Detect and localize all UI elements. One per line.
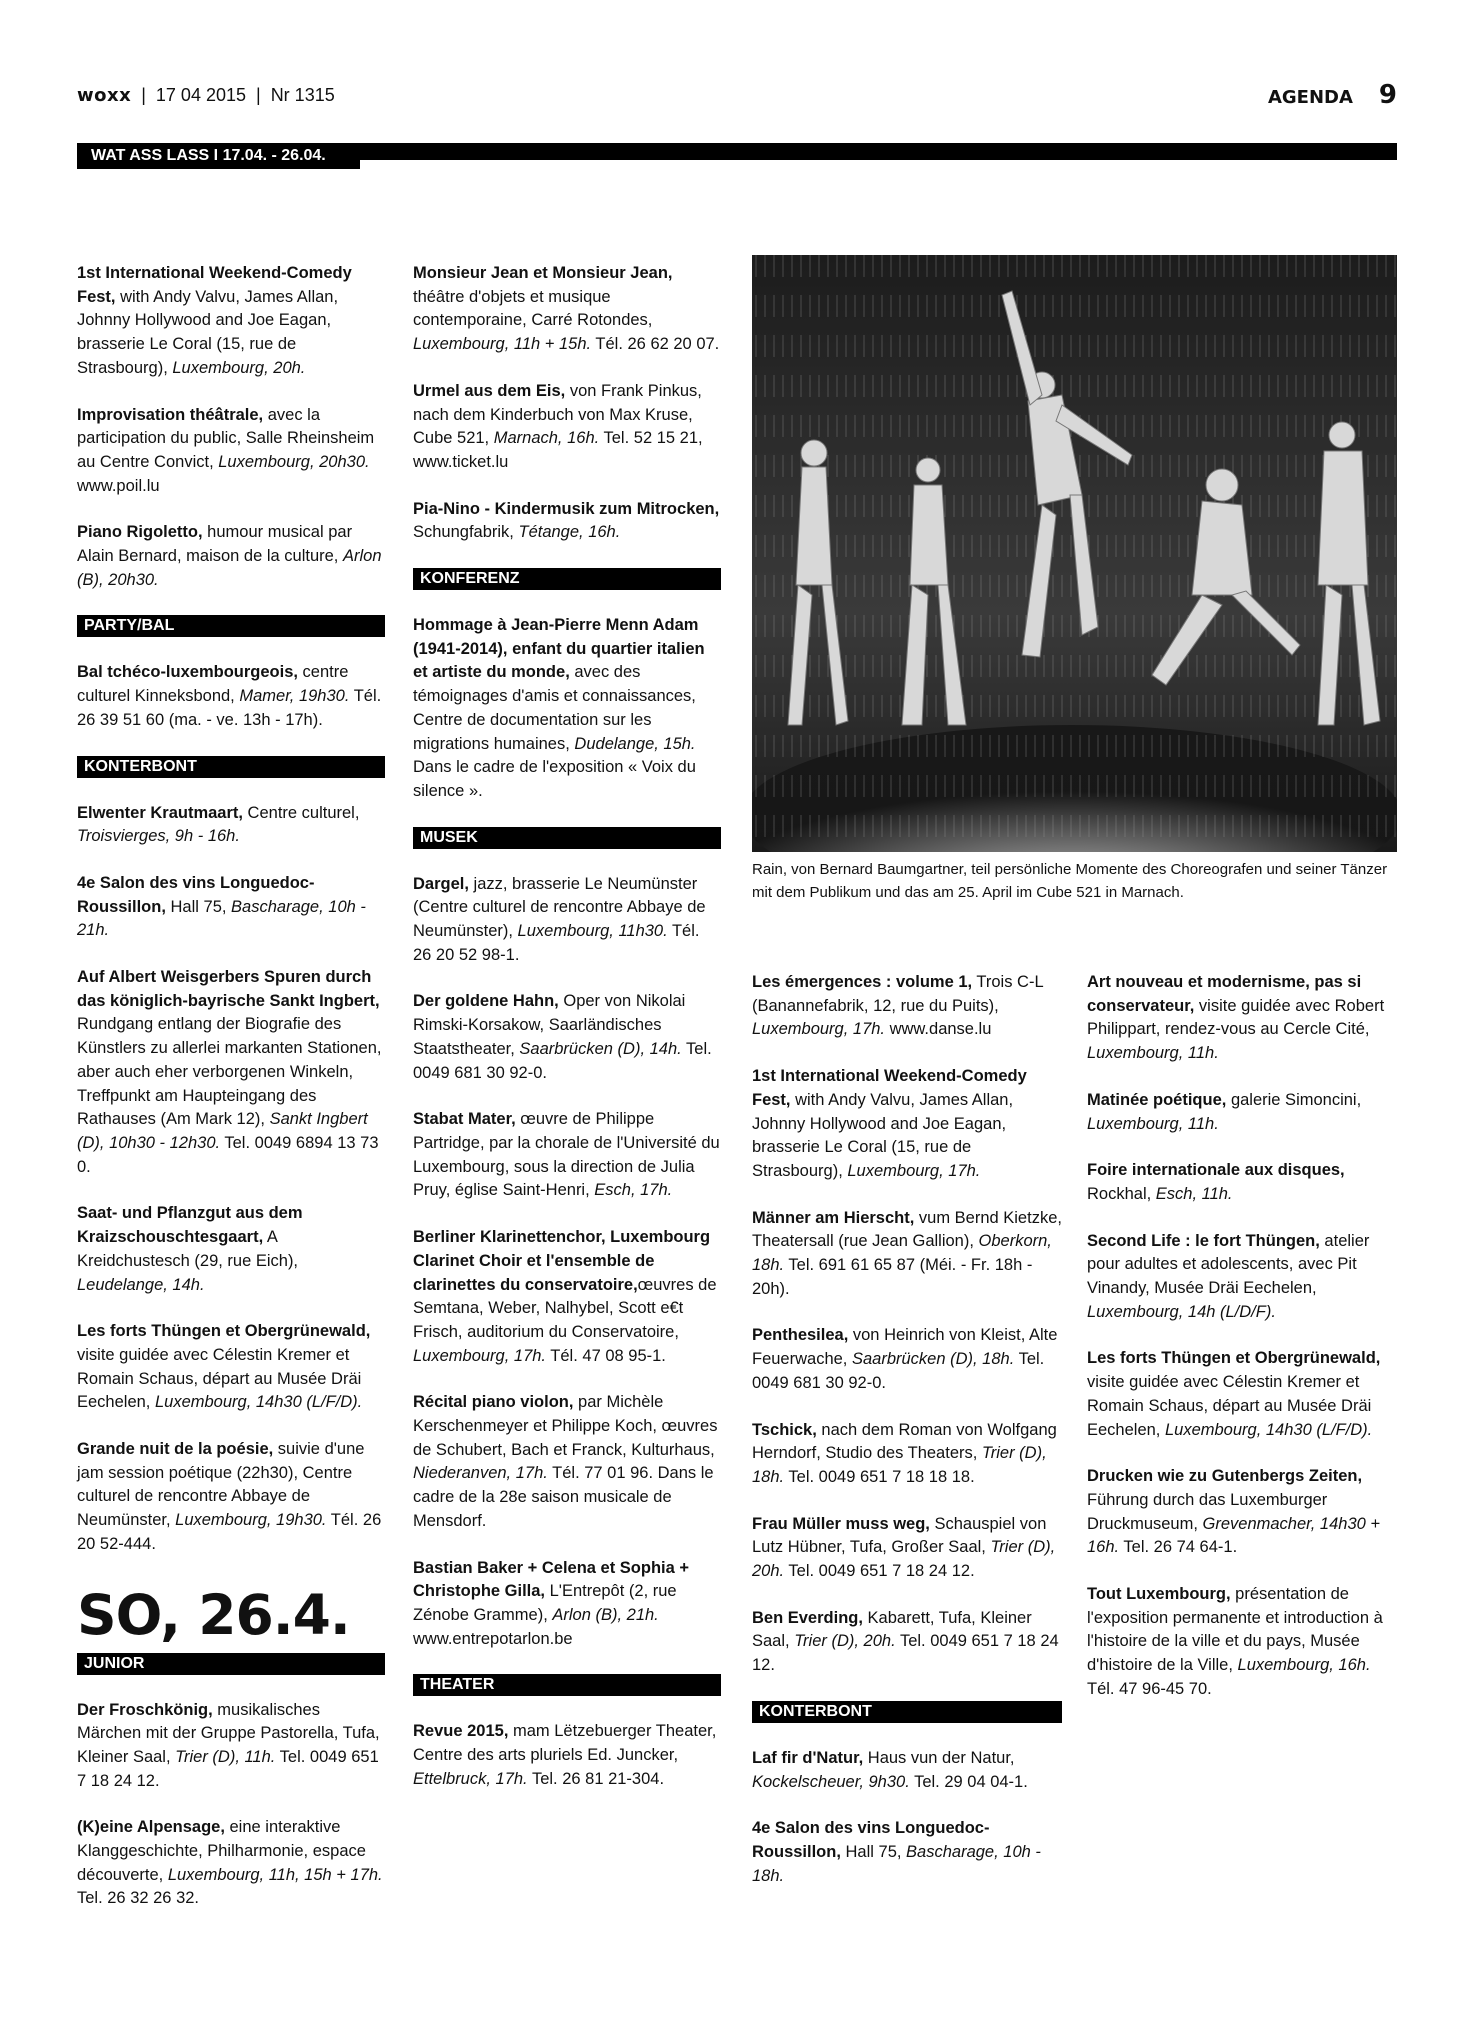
listing-location: Luxembourg, 19h30. (175, 1511, 327, 1530)
listing-item (413, 1391, 721, 1533)
listing-desc: visite guidée avec Célestin Kremer et Romain Schaus, départ au Musée Dräi Eechelen, (77, 1345, 362, 1412)
listing-title: Urmel aus dem Eis, (413, 381, 566, 400)
listing-item (77, 404, 385, 499)
brand-logo: woxx (77, 85, 132, 106)
listing-location: Luxembourg, 17h. (847, 1161, 981, 1180)
listing-desc: von Frank Pinkus, nach dem Kinderbuch von Max Kruse, Cube 521, (413, 381, 702, 448)
listing-extra: Tel. 0049 681 30 92-0. (752, 1350, 1045, 1392)
listing-extra: www.danse.lu (885, 1020, 992, 1039)
listing-extra: Tel. 26 81 21-304. (527, 1769, 665, 1788)
listing-extra: Tel. 52 15 21, www.ticket.lu (413, 429, 703, 471)
listing-title: Pia-Nino - Kindermusik zum Mitrocken, (413, 499, 720, 518)
listing-item (752, 1324, 1062, 1395)
issue-number: Nr 1315 (270, 85, 335, 105)
listing-item (752, 1419, 1062, 1490)
listing-item (77, 1816, 385, 1911)
listing-title: Piano Rigoletto, (77, 523, 203, 542)
listing-item (1087, 1230, 1397, 1325)
listing-desc: œuvre de Philippe Partridge, par la chorale de l'Université du Luxembourg, sous la direction de Julia Pruy, église Saint-Henri, (413, 1110, 720, 1200)
listing-title: Matinée poétique, (1087, 1090, 1227, 1109)
listing-extra: Tél. 26 62 20 07. (591, 335, 720, 354)
listing-item (752, 1747, 1062, 1794)
listing-location: Niederanven, 17h. (413, 1464, 548, 1483)
section-konterbont: KONTERBONT (77, 756, 385, 778)
listing-item (77, 521, 385, 592)
listing-title: 4e Salon des vins Longuedoc-Roussillon, (752, 1819, 990, 1861)
listing-extra: Tel. 0049 651 7 18 24 12. (77, 1747, 379, 1790)
section-junior: JUNIOR (77, 1653, 385, 1675)
listing-desc: Trois C-L (Banannefabrik, 12, rue du Puits), (752, 973, 1044, 1015)
listing-item (413, 1720, 721, 1791)
listing-desc: Oper von Nikolai Rimski-Korsakow, Saarländisches Staatstheater, (413, 992, 686, 1058)
listing-item (413, 498, 721, 545)
section-musek: MUSEK (413, 827, 721, 849)
listing-desc: Kabarett, Tufa, Kleiner Saal, (752, 1608, 1032, 1651)
listing-extra: Tel. 26 32 26 32. (77, 1889, 200, 1908)
listing-item (1087, 971, 1397, 1066)
listing-title: (K)eine Alpensage, (77, 1818, 225, 1837)
listing-item (77, 872, 385, 943)
listing-desc: Führung durch das Luxemburger Druckmuseum, (1087, 1490, 1328, 1533)
listing-location: Luxembourg, 11h + 15h. (413, 335, 592, 354)
listing-extra: Tél. 47 08 95-1. (546, 1346, 666, 1365)
listing-location: Luxembourg, 11h. (1087, 1114, 1219, 1133)
listing-title: Bastian Baker + Celena et Sophia + Christophe Gilla, (413, 1558, 690, 1601)
listing-desc: musikalisches Märchen mit der Gruppe Pastorella, Tufa, Kleiner Saal, (77, 1700, 380, 1766)
listing-item (752, 971, 1062, 1042)
listing-item (413, 614, 721, 804)
listing-location: Bascharage, 10h - 21h. (77, 897, 366, 940)
listing-item (77, 262, 385, 381)
listing-title: Der Froschkönig, (77, 1700, 213, 1719)
listing-desc: von Heinrich von Kleist, Alte Feuerwache, (752, 1326, 1058, 1369)
listing-extra: Tel. 0049 651 7 18 24 12. (784, 1562, 975, 1581)
listing-title: Berliner Klarinettenchor, Luxembourg Clarinet Choir et l'ensemble de clarinettes du conservatoire, (413, 1228, 711, 1294)
listing-location: Luxembourg, 11h30. (517, 922, 668, 941)
listing-title: Saat- und Pflanzgut aus dem Kraizschouschtesgaart, (77, 1204, 303, 1247)
column-1 (77, 262, 385, 1934)
listing-location: Troisvierges, 9h - 16h. (77, 827, 240, 846)
listing-extra: Tél. 77 01 96. Dans le cadre de la 28e saison musicale de Mensdorf. (413, 1464, 714, 1530)
listing-location: Trier (D), 20h. (752, 1538, 1056, 1581)
listing-title: Elwenter Krautmaart, (77, 803, 243, 822)
listing-location: Saarbrücken (D), 14h. (519, 1039, 682, 1058)
listing-location: Leudelange, 14h. (77, 1275, 205, 1294)
listing-extra: Tel. 691 61 65 87 (Méi. - Fr. 18h - 20h). (752, 1256, 1033, 1298)
listing-item (1087, 1159, 1397, 1206)
listing-desc: œuvres de Semtana, Weber, Nalhybel, Scott e€t Frisch, auditorium du Conservatoire, (413, 1275, 717, 1341)
listing-extra: Tel. 29 04 04-1. (909, 1772, 1028, 1791)
listing-desc: jazz, brasserie Le Neumünster (Centre culturel de rencontre Abbaye de Neumünster), (413, 874, 706, 941)
page-number: 9 (1378, 80, 1397, 110)
listing-title: Tschick, (752, 1420, 817, 1439)
listing-title: Dargel, (413, 874, 469, 893)
section-theater: THEATER (413, 1674, 721, 1696)
listing-item (77, 1438, 385, 1557)
listing-location: Grevenmacher, 14h30 + 16h. (1087, 1514, 1381, 1557)
listing-title: Laf fir d'Natur, (752, 1748, 864, 1767)
listing-desc: visite guidée avec Robert Philippart, rendez-vous au Cercle Cité, (1087, 996, 1385, 1039)
section-konterbont-2: KONTERBONT (752, 1701, 1062, 1723)
listing-desc: atelier pour adultes et adolescents, avec Pit Vinandy, Musée Dräi Eechelen, (1087, 1231, 1370, 1298)
listing-location: Bascharage, 10h - 18h. (752, 1842, 1041, 1885)
listing-desc: avec des témoignages d'amis et connaissances, Centre de documentation sur les migrations humaines, (413, 663, 696, 753)
listing-title: Stabat Mater, (413, 1110, 516, 1129)
listing-title: Auf Albert Weisgerbers Spuren durch das königlich-bayrische Sankt Ingbert, (77, 968, 380, 1010)
listing-title: Récital piano violon, (413, 1393, 574, 1412)
listing-extra: Tél. 26 20 52-444. (77, 1511, 382, 1553)
issue-date: 17 04 2015 (155, 85, 246, 105)
listing-location: Luxembourg, 14h30 (L/F/D). (154, 1393, 363, 1412)
listing-extra: Tel. 0049 651 7 18 24 12. (752, 1632, 1059, 1675)
listing-item (77, 661, 385, 732)
listing-desc: eine interaktive Klanggeschichte, Philharmonie, espace découverte, (77, 1818, 366, 1884)
listing-title: Bal tchéco-luxembourgeois, (77, 663, 298, 682)
listing-desc: vum Bernd Kietzke, Theatersall (rue Jean Gallion), (752, 1208, 1062, 1251)
listing-item (77, 966, 385, 1179)
listing-location: Luxembourg, 11h. (1087, 1044, 1219, 1063)
listing-item (413, 1108, 721, 1203)
listing-extra: www.entrepotarlon.be (413, 1629, 573, 1648)
listing-location: Oberkorn, 18h. (752, 1232, 1052, 1275)
listing-desc: Hall 75, (165, 897, 232, 916)
listing-desc: humour musical par Alain Bernard, maison de la culture, (77, 523, 353, 566)
listing-location: Ettelbruck, 17h. (413, 1769, 528, 1788)
listing-title: Les émergences : volume 1, (752, 973, 973, 991)
listing-item (1087, 1583, 1397, 1702)
listing-item (413, 262, 721, 357)
listing-extra: Tél. 26 39 51 60 (ma. - ve. 13h - 17h). (77, 687, 382, 729)
listing-desc: mam Lëtzebuerger Theater, Centre des arts pluriels Ed. Juncker, (413, 1722, 717, 1765)
listing-title: Monsieur Jean et Monsieur Jean, (413, 264, 673, 282)
column-2 (413, 262, 721, 1814)
listing-location: Esch, 17h. (594, 1181, 673, 1200)
listing-location: Luxembourg, 17h. (413, 1346, 547, 1365)
listing-extra: Tél. 47 96-45 70. (1087, 1679, 1212, 1698)
listing-location: Trier (D), 11h. (175, 1747, 276, 1766)
listing-item (752, 1607, 1062, 1678)
dance-photo (752, 255, 1397, 852)
listing-title: Art nouveau et modernisme, pas si conservateur, (1087, 973, 1362, 1015)
listing-extra: Dans le cadre de l'exposition « Voix du silence ». (413, 758, 696, 800)
listing-location: Luxembourg, 14h30 (L/F/D). (1164, 1420, 1373, 1439)
listing-extra: Tel. 0049 651 7 18 18 18. (784, 1467, 975, 1486)
listing-location: Luxembourg, 17h. (752, 1020, 886, 1039)
listing-title: Grande nuit de la poésie, (77, 1440, 274, 1459)
listing-desc: Rockhal, (1087, 1184, 1156, 1203)
listing-location: Luxembourg, 11h, 15h + 17h. (167, 1865, 383, 1884)
listing-desc: visite guidée avec Célestin Kremer et Romain Schaus, départ au Musée Dräi Eechelen, (1087, 1373, 1372, 1439)
listing-item (413, 873, 721, 968)
listing-item (77, 1320, 385, 1415)
section-party-bal: PARTY/BAL (77, 615, 385, 637)
listing-location: Kockelscheuer, 9h30. (752, 1772, 910, 1791)
section-title: AGENDA (1267, 87, 1353, 108)
listing-location: Esch, 11h. (1155, 1184, 1233, 1203)
listing-item (752, 1817, 1062, 1888)
listing-item (413, 1226, 721, 1368)
listing-desc: Centre culturel, (242, 803, 360, 822)
agenda-tag: WAT ASS LASS I 17.04. - 26.04. (77, 143, 360, 169)
listing-location: Trier (D), 18h. (752, 1444, 1047, 1486)
listing-desc: Schungfabrik, (413, 523, 519, 542)
listing-extra: Tel. 0049 6894 13 73 0. (77, 1133, 379, 1176)
listing-title: 1st International Weekend-Comedy Fest, (752, 1067, 1027, 1109)
listing-desc: nach dem Roman von Wolfgang Herndorf, Studio des Theaters, (752, 1420, 1057, 1463)
listing-location: Luxembourg, 20h. (172, 358, 306, 377)
column-4 (1087, 971, 1397, 1725)
column-3 (752, 971, 1062, 1911)
listing-desc: Rundgang entlang der Biografie des Künstlers zu allerlei markanten Stationen, aber auch eher verborgenen Winkeln, Treffpunkt am Haupteingang des Rathauses (Am Mark 12), (77, 1015, 382, 1129)
listing-location: Arlon (B), 20h30. (77, 547, 382, 589)
listing-title: Revue 2015, (413, 1722, 509, 1741)
listing-item (413, 990, 721, 1085)
listing-desc: par Michèle Kerschenmeyer et Philippe Koch, œuvres de Schubert, Bach et Franck, Kulturhaus, (413, 1393, 718, 1459)
listing-location: Luxembourg, 16h. (1237, 1656, 1371, 1675)
listing-title: Second Life : le fort Thüngen, (1087, 1231, 1320, 1250)
listing-title: Hommage à Jean-Pierre Menn Adam (1941-2014), enfant du quartier italien et artiste du monde, (413, 616, 705, 682)
listing-title: Foire internationale aux disques, (1087, 1161, 1345, 1180)
listing-location: Saarbrücken (D), 18h. (851, 1350, 1015, 1369)
listing-location: Mamer, 19h30. (239, 687, 350, 706)
listing-title: Drucken wie zu Gutenbergs Zeiten, (1087, 1467, 1363, 1486)
listing-desc: with Andy Valvu, James Allan, Johnny Hollywood and Joe Eagan, brasserie Le Coral (15, rue de Strasbourg), (752, 1090, 1014, 1180)
listing-extra: Tel. 26 74 64-1. (1119, 1538, 1238, 1557)
section-header (1268, 80, 1397, 110)
listing-extra: Tél. 26 20 52 98-1. (413, 922, 700, 964)
listing-title: Männer am Hierscht, (752, 1208, 915, 1227)
listing-desc: présentation de l'exposition permanente et introduction à l'histoire de la ville et du pays, Musée d'histoire de la Ville, (1087, 1585, 1383, 1675)
listing-title: Der goldene Hahn, (413, 992, 559, 1011)
listing-item (77, 1202, 385, 1297)
listing-item (752, 1207, 1062, 1302)
listing-desc: with Andy Valvu, James Allan, Johnny Hollywood and Joe Eagan, brasserie Le Coral (15, rue de Strasbourg), (77, 287, 339, 377)
listing-desc: Schauspiel von Lutz Hübner, Tufa, Großer Saal, (752, 1514, 1047, 1557)
listing-desc: L'Entrepôt (2, rue Zénobe Gramme), (413, 1582, 677, 1624)
listing-desc: Haus vun der Natur, (863, 1748, 1015, 1767)
listing-title: Tout Luxembourg, (1087, 1585, 1231, 1604)
listing-desc: galerie Simoncini, (1226, 1090, 1362, 1109)
day-heading: SO, 26.4. (77, 1582, 350, 1647)
listing-location: Luxembourg, 20h30. (218, 452, 370, 471)
listing-item (413, 1557, 721, 1652)
listing-location: Trier (D), 20h. (794, 1632, 896, 1651)
listing-title: Les forts Thüngen et Obergrünewald, (1087, 1349, 1381, 1368)
listing-title: Frau Müller muss weg, (752, 1514, 930, 1533)
listing-title: Les forts Thüngen et Obergrünewald, (77, 1322, 371, 1341)
dance-photo-image (752, 255, 1397, 852)
listing-item (1087, 1347, 1397, 1442)
listing-desc: théâtre d'objets et musique contemporaine, Carré Rotondes, (413, 287, 653, 330)
listing-location: Dudelange, 15h. (574, 734, 696, 753)
listing-location: Luxembourg, 14h (L/D/F). (1087, 1302, 1276, 1321)
listing-title: 1st International Weekend-Comedy Fest, (77, 264, 352, 306)
listing-title: 4e Salon des vins Longuedoc-Roussillon, (77, 873, 315, 916)
listing-desc: Hall 75, (840, 1842, 907, 1861)
masthead: woxx | 17 04 2015 | Nr 1315 (77, 85, 335, 106)
listing-location: Sankt Ingbert (D), 10h30 - 12h30. (77, 1110, 368, 1152)
section-konferenz: KONFERENZ (413, 568, 721, 590)
listing-desc: suivie d'une jam session poétique (22h30), Centre culturel de rencontre Abbaye de Neumünster, (77, 1440, 365, 1530)
listing-location: Tétange, 16h. (518, 523, 621, 542)
listing-desc: A Kreidchustesch (29, rue Eich), (77, 1228, 299, 1270)
listing-location: Marnach, 16h. (493, 429, 600, 448)
listing-item (1087, 1089, 1397, 1136)
agenda-bar (77, 143, 1397, 164)
listing-item (413, 380, 721, 475)
listing-title: Ben Everding, (752, 1608, 863, 1627)
listing-location: Arlon (B), 21h. (552, 1605, 659, 1624)
listing-item (77, 802, 385, 849)
listing-title: Improvisation théâtrale, (77, 405, 264, 424)
listing-item (77, 1699, 385, 1794)
listing-item (752, 1065, 1062, 1184)
listing-extra: Tel. 0049 681 30 92-0. (413, 1039, 712, 1082)
listing-desc: centre culturel Kinneksbond, (77, 663, 349, 706)
listing-item (1087, 1465, 1397, 1560)
listing-desc: avec la participation du public, Salle Rheinsheim au Centre Convict, (77, 405, 375, 471)
listing-extra: www.poil.lu (77, 476, 160, 495)
listing-item (752, 1513, 1062, 1584)
listing-title: Penthesilea, (752, 1326, 849, 1345)
photo-caption: Rain, von Bernard Baumgartner, teil persönliche Momente des Choreografen und seiner Tänzer mit dem Publikum und das am 25. April im Cube 521 in Marnach. (752, 861, 1388, 901)
